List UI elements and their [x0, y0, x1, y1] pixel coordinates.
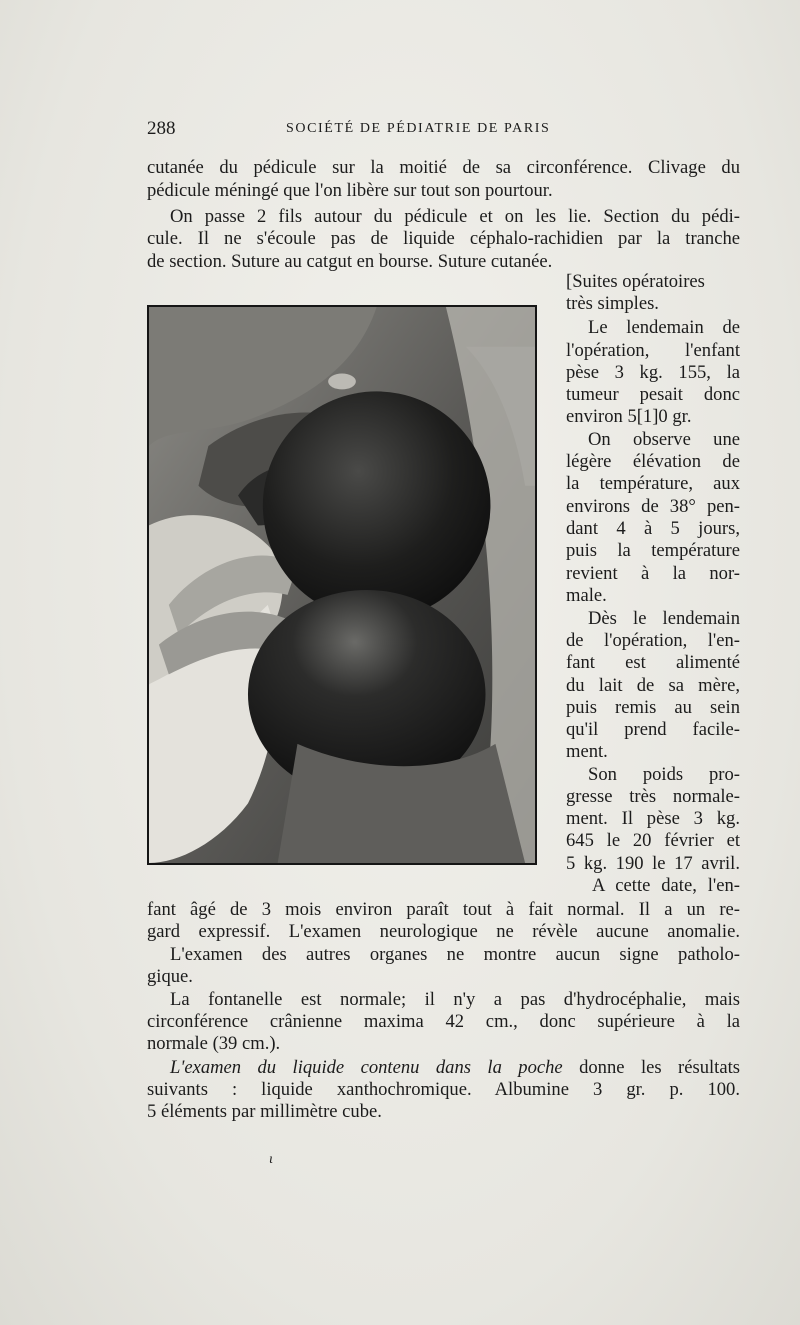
body-line: de section. Suture au catgut en bourse. Suture cutanée.: [147, 251, 553, 272]
body-line: cutanée du pédicule sur la moitié de sa circonférence. Clivage du: [147, 157, 740, 178]
side-line: dant 4 à 5 jours,: [566, 518, 740, 539]
body-line: suivants : liquide xanthochromique. Albumine 3 gr. p. 100.: [147, 1079, 740, 1100]
running-head: SOCIÉTÉ DE PÉDIATRIE DE PARIS: [286, 121, 551, 136]
side-line: de l'opération, l'en-: [566, 630, 740, 651]
side-line: puis la température: [566, 540, 740, 561]
side-line: la température, aux: [566, 473, 740, 494]
side-line: ment.: [566, 741, 608, 762]
body-line: circonférence crânienne maxima 42 cm., donc supérieure à la: [147, 1011, 740, 1032]
side-line: male.: [566, 585, 607, 606]
side-line: très simples.: [566, 293, 659, 314]
body-line: L'examen des autres organes ne montre aucun signe patholo-: [170, 944, 740, 965]
page-header: [147, 118, 741, 142]
side-line: On observe une: [588, 429, 740, 450]
body-line: gard expressif. L'examen neurologique ne révèle aucune anomalie.: [147, 921, 740, 942]
body-line: pédicule méningé que l'on libère sur tout son pourtour.: [147, 180, 553, 201]
body-line: cule. Il ne s'écoule pas de liquide céphalo-rachidien par la tranche: [147, 228, 740, 249]
side-line: Son poids pro-: [588, 764, 740, 785]
side-line: environs de 38° pen-: [566, 496, 740, 517]
page-number: 288: [147, 118, 176, 139]
side-line: A cette date, l'en-: [592, 875, 740, 896]
body-line: 5 éléments par millimètre cube.: [147, 1101, 382, 1122]
side-line: revient à la nor-: [566, 563, 740, 584]
side-line: environ 5[1]0 gr.: [566, 406, 692, 427]
body-line: On passe 2 fils autour du pédicule et on les lie. Section du pédi-: [170, 206, 740, 227]
body-line: gique.: [147, 966, 193, 987]
side-line: tumeur pesait donc: [566, 384, 740, 405]
line-rest: donne les résultats: [562, 1057, 740, 1078]
stray-mark: ɩ: [269, 1152, 273, 1167]
side-line: pèse 3 kg. 155, la: [566, 362, 740, 383]
side-line: 645 le 20 février et: [566, 830, 740, 851]
body-line: normale (39 cm.).: [147, 1033, 281, 1054]
side-line: l'opération, l'enfant: [566, 340, 740, 361]
side-line: Le lendemain de: [588, 317, 740, 338]
photograph-image: [149, 307, 535, 863]
side-line: fant est alimenté: [566, 652, 740, 673]
side-line: qu'il prend facile-: [566, 719, 740, 740]
side-line: légère élévation de: [566, 451, 740, 472]
side-line: du lait de sa mère,: [566, 675, 740, 696]
side-line: 5 kg. 190 le 17 avril.: [566, 853, 740, 874]
body-line: fant âgé de 3 mois environ paraît tout à fait normal. Il a un re-: [147, 899, 740, 920]
body-line: La fontanelle est normale; il n'y a pas d'hydrocéphalie, mais: [170, 989, 740, 1010]
infant-photograph: [147, 305, 537, 865]
body-line: [170, 1057, 740, 1079]
italic-lead: L'examen du liquide contenu dans la poche: [170, 1057, 563, 1078]
side-line: Dès le lendemain: [588, 608, 740, 629]
side-line: [Suites opératoires: [566, 271, 705, 292]
side-line: gresse très normale-: [566, 786, 740, 807]
side-line: ment. Il pèse 3 kg.: [566, 808, 740, 829]
side-line: puis remis au sein: [566, 697, 740, 718]
